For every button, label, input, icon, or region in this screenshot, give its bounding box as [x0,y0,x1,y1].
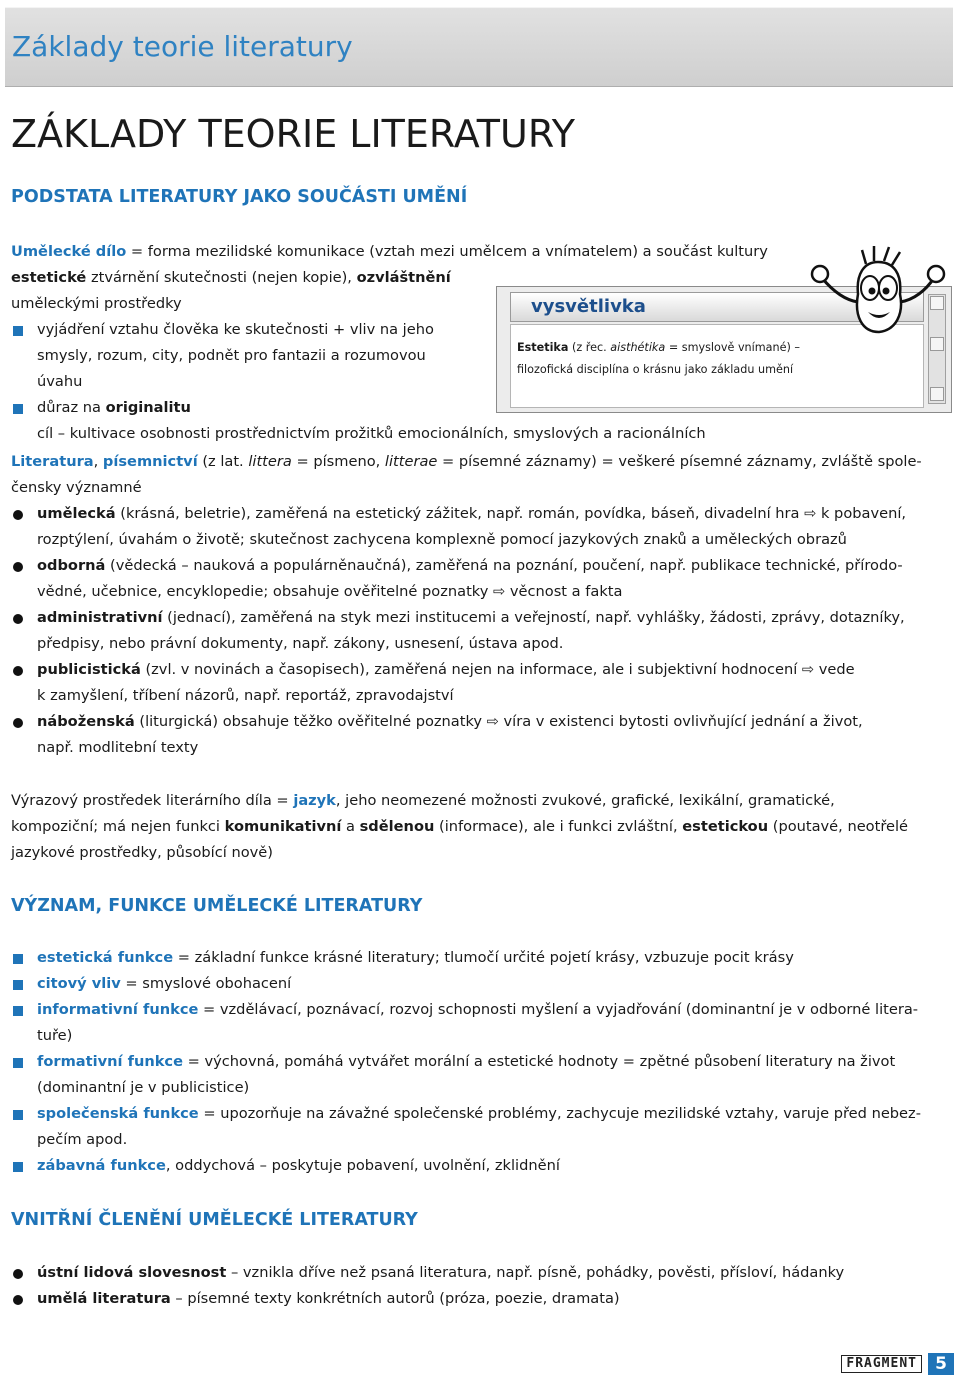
header-band [5,7,953,87]
intro-bullet-1b: smysly, rozum, city, podnět pro fantazii a rozumovou [37,347,426,364]
cartoon-mascot-icon [786,244,946,354]
intro-goal: cíl – kultivace osobnosti prostřednictvím prožitků emocionálních, smyslových a racionálních [37,425,706,442]
term-literatura: Literatura [11,453,94,470]
publisher-logo: FRAGMENT [841,1355,922,1373]
function-spolecenska-cont: pečím apod. [37,1131,128,1148]
round-bullet [13,718,23,728]
round-bullet [13,1269,23,1279]
square-bullet [13,1162,23,1172]
term-ozvlastneni: ozvláštnění [356,269,451,286]
intro-line-3: uměleckými prostředky [11,295,182,312]
square-bullet [13,1058,23,1068]
function-zabavna: zábavná funkce, oddychová – poskytuje pobavení, uvolnění, zklidnění [37,1157,560,1174]
lit-type-nabozenska-cont: např. modlitební texty [37,739,199,756]
intro-bullet-1c: úvahu [37,373,83,390]
expression-line-1: Výrazový prostředek literárního díla = jazyk, jeho neomezené možnosti zvukové, grafické, lexikální, gramatické, [11,792,835,809]
section-heading-podstata: PODSTATA LITERATURY JAKO SOUČÁSTI UMĚNÍ [11,187,468,207]
function-informativni: informativní funkce = vzdělávací, poznávací, rozvoj schopnosti myšlení a vyjadřování (dominantní je v odborné litera- [37,1001,919,1018]
intro-line-1: Umělecké dílo = forma mezilidské komunikace (vztah mezi umělcem a vnímatelem) a součást kultury [11,243,768,260]
function-spolecenska: společenská funkce = upozorňuje na závažné společenské problémy, zachycuje mezilidské vztahy, varuje před nebez- [37,1105,921,1122]
round-bullet [13,510,23,520]
function-formativni-cont: (dominantní je v publicistice) [37,1079,250,1096]
page-footer [841,1353,954,1375]
header-band-title: Základy teorie literatury [12,30,353,63]
callout-line-2: filozofická disciplína o krásnu jako základu umění [517,363,794,376]
term-jazyk: jazyk [293,792,336,809]
lit-type-administrativni-cont: předpisy, nebo právní dokumenty, např. zákony, usnesení, ústava apod. [37,635,564,652]
function-informativni-cont: tuře) [37,1027,73,1044]
page-title: ZÁKLADY TEORIE LITERATURY [11,112,576,156]
section-heading-vnitrni-cleneni: VNITŘNÍ ČLENĚNÍ UMĚLECKÉ LITERATURY [11,1210,418,1230]
intro-bullet-1a: vyjádření vztahu člověka ke skutečnosti + vliv na jeho [37,321,434,338]
lit-type-odborna: odborná (vědecká – nauková a populárněnaučná), zaměřená na poznání, poučení, např. publikace technické, přírodo- [37,557,903,574]
lit-type-administrativni: administrativní (jednací), zaměřená na styk mezi institucemi a veřejností, např. vyhlášky, žádosti, zprávy, dotazníky, [37,609,905,626]
intro-line-2: estetické ztvárnění skutečnosti (nejen kopie), ozvláštnění [11,269,451,286]
scroll-down-button[interactable] [930,387,944,401]
square-bullet [13,326,23,336]
lit-type-nabozenska: náboženská (liturgická) obsahuje těžko ověřitelné poznatky ⇨ víra v existenci bytosti ovlivňující jednání a život, [37,713,863,730]
lit-type-odborna-cont: vědné, učebnice, encyklopedie; obsahuje ověřitelné poznatky ⇨ věcnost a fakta [37,583,623,600]
section-heading-vyznam: VÝZNAM, FUNKCE UMĚLECKÉ LITERATURY [11,896,423,916]
lit-type-publicisticka-cont: k zamyšlení, tříbení názorů, např. reportáž, zpravodajství [37,687,454,704]
page-number: 5 [928,1353,954,1375]
round-bullet [13,562,23,572]
function-formativni: formativní funkce = výchovná, pomáhá vytvářet morální a estetické hodnoty = zpětné působení literatury na život [37,1053,896,1070]
callout-line-1: Estetika (z řec. aisthétika = smyslově vnímané) – [517,341,801,354]
expression-line-3: jazykové prostředky, působící nově) [11,844,273,861]
division-umela: umělá literatura – písemné texty konkrétních autorů (próza, poezie, dramata) [37,1290,620,1307]
square-bullet [13,1006,23,1016]
division-ustni: ústní lidová slovesnost – vznikla dříve než psaná literatura, např. písně, pohádky, pověsti, přísloví, hádanky [37,1264,845,1281]
explanation-callout [496,276,952,413]
lit-type-umelecka-cont: rozptýlení, úvahám o životě; skutečnost zachycena komplexně pomocí jazykových znaků a uměleckých obrazů [37,531,847,548]
square-bullet [13,954,23,964]
round-bullet [13,1295,23,1305]
lit-type-umelecka: umělecká (krásná, beletrie), zaměřená na estetický zážitek, např. román, povídka, báseň, divadelní hra ⇨ k pobavení, [37,505,907,522]
square-bullet [13,980,23,990]
round-bullet [13,614,23,624]
square-bullet [13,1110,23,1120]
literatura-line-1: Literatura, písemnictví (z lat. littera = písmeno, litterae = písemné záznamy) = veškeré písemné záznamy, zvláště spole- [11,453,922,470]
term-esteticke: estetické [11,269,87,286]
function-citovy-vliv: citový vliv = smyslové obohacení [37,975,292,992]
square-bullet [13,404,23,414]
expression-line-2: kompoziční; má nejen funkci komunikativní a sdělenou (informace), ale i funkci zvláštní, estetickou (poutavé, neotřelé [11,818,909,835]
round-bullet [13,666,23,676]
lit-type-publicisticka: publicistická (zvl. v novinách a časopisech), zaměřená nejen na informace, ale i subjektivní hodnocení ⇨ vede [37,661,855,678]
literatura-line-2: čensky významné [11,479,142,496]
term-umelecke-dilo: Umělecké dílo [11,243,127,260]
intro-bullet-2: důraz na originalitu [37,399,191,416]
term-originalitu: originalitu [105,399,191,416]
function-esteticka: estetická funkce = základní funkce krásné literatury; tlumočí určité pojetí krásy, vzbuzuje pocit krásy [37,949,794,966]
callout-title: vysvětlivka [531,296,646,317]
term-pisemnictvi: písemnictví [102,453,198,470]
